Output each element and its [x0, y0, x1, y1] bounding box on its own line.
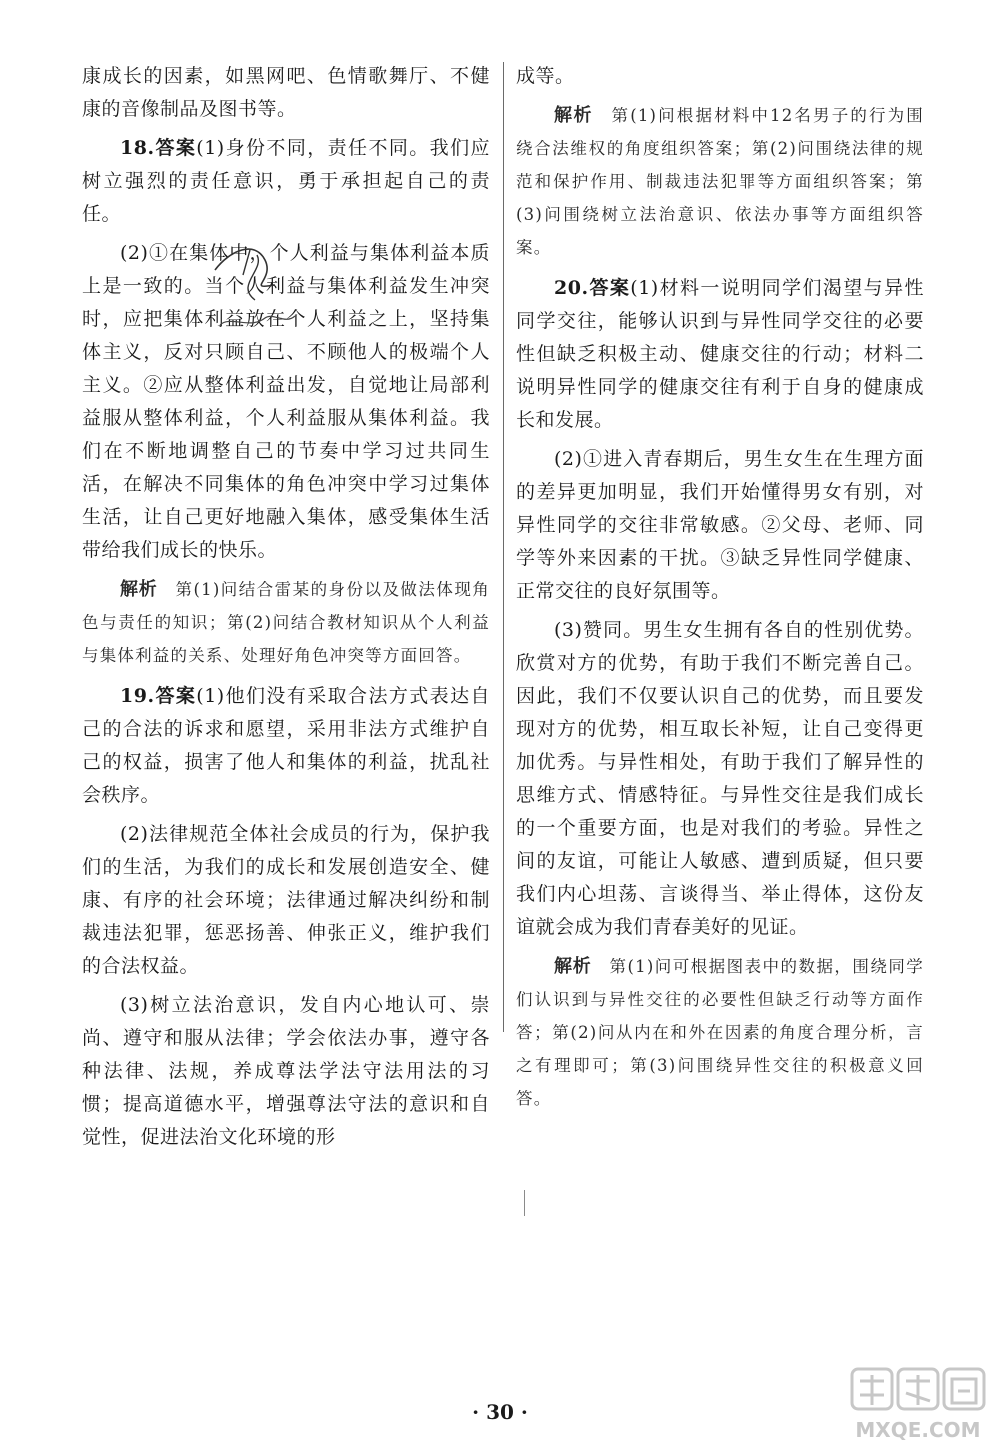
q20-answer-part3: (3)赞同。男生女生拥有各自的性别优势。欣赏对方的优势，有助于我们不断完善自己。因此，我们不仅要认识自己的优势，而且要发现对方的优势，相互取长补短，让自己变得更加优秀。与异性相处，有助于我们了解异性的思维方式、情感特征。与异性交往是我们成长的一个重要方面，也是对我们的考验。异性之间的友谊，可能让人敏感、遭到质疑，但只要我们内心坦荡、言谈得当、举止得体，这份友谊就会成为我们青春美好的见证。: [516, 619, 924, 938]
continued-paragraph: 康成长的因素，如黑网吧、色情歌舞厅、不健康的音像制品及图书等。: [82, 65, 490, 120]
q20-answer-part1: [516, 272, 924, 437]
q18-answer-part2: (2)①在集体中，个人利益与集体利益本质上是一致的。当个人利益与集体利益发生冲突时，应把集体利益放在个人利益之上，坚持集体主义，反对只顾自己、不顾他人的极端个人主义。②应从整体利益出发，自觉地让局部利益服从整体利益，个人利益服从集体利益。我们在不断地调整自己的节奏中学习过共同生活，在解决不同集体的角色冲突中学习过集体生活，让自己更好地融入集体，感受集体生活带给我们成长的快乐。: [82, 242, 490, 561]
q19-answer-part2: (2)法律规范全体社会成员的行为，保护我们的生活，为我们的成长和发展创造安全、健康、有序的社会环境；法律通过解决纠纷和制裁违法犯罪，惩恶扬善、伸张正义，维护我们的合法权益。: [82, 823, 490, 977]
page-number: · 30 ·: [472, 1400, 528, 1424]
analysis-text: 第(1)问根据材料中12名男子的行为围绕合法维权的角度组织答案；第(2)问围绕法律的规范和保护作用、制裁违法犯罪等方面组织答案；第(3)问围绕树立法治意识、依法办事等方面组织答案。: [516, 106, 924, 257]
answer-tag: 答案: [154, 685, 197, 707]
analysis-tag: 解析: [554, 105, 593, 126]
analysis-text: 第(1)问结合雷某的身份以及做法体现角色与责任的知识；第(2)问结合教材知识从个人利益与集体利益的关系、处理好角色冲突等方面回答。: [82, 580, 490, 665]
q20-analysis: [516, 950, 924, 1115]
left-column: [82, 60, 490, 1160]
question-number: 20.: [554, 277, 589, 299]
small-vertical-mark: [524, 1190, 525, 1216]
answer-text: (1)身份不同，责任不同。我们应树立强烈的责任意识，勇于承担起自己的责任。: [82, 137, 490, 225]
answer-tag: 答案: [154, 137, 197, 159]
q19-answer-part1: [82, 680, 490, 812]
analysis-tag: 解析: [554, 956, 592, 977]
q19-analysis: [516, 99, 924, 264]
analysis-tag: 解析: [120, 579, 158, 600]
watermark-logo: [846, 1365, 991, 1445]
q18-answer-part1: [82, 132, 490, 231]
continued-paragraph: 成等。: [516, 65, 575, 87]
answer-text: (1)他们没有采取合法方式表达自己的合法的诉求和愿望，采用非法方式维护自己的权益，损害了他人和集体的利益，扰乱社会秩序。: [82, 685, 490, 806]
q19-answer-part3: (3)树立法治意识，发自内心地认可、崇尚、遵守和服从法律；学会依法办事，遵守各种法律、法规，养成尊法学法守法用法的习惯；提高道德水平，增强尊法守法的意识和自觉性，促进法治文化环境的形: [82, 994, 490, 1148]
answer-text: (1)材料一说明同学们渴望与异性同学交往，能够认识到与异性同学交往的必要性但缺乏积极主动、健康交往的行动；材料二说明异性同学的健康交往有利于自身的健康成长和发展。: [516, 277, 924, 431]
right-column: [516, 60, 924, 1123]
question-number: 18.: [120, 137, 155, 159]
answer-tag: 答案: [588, 277, 631, 299]
q18-analysis: [82, 573, 490, 672]
svg-text:MXQE.COM: MXQE.COM: [855, 1418, 981, 1442]
q20-answer-part2: (2)①进入青春期后，男生女生在生理方面的差异更加明显，我们开始懂得男女有别，对异性同学的交往非常敏感。②父母、老师、同学等外来因素的干扰。③缺乏异性同学健康、正常交往的良好氛围等。: [516, 448, 924, 602]
question-number: 19.: [120, 685, 155, 707]
analysis-text: 第(1)问可根据图表中的数据，围绕同学们认识到与异性交往的必要性但缺乏行动等方面作答；第(2)问从内在和外在因素的角度合理分析，言之有理即可；第(3)问围绕异性交往的积极意义回答。: [516, 957, 924, 1108]
column-divider: [503, 62, 504, 1032]
handwriting-scribble: [195, 230, 315, 350]
